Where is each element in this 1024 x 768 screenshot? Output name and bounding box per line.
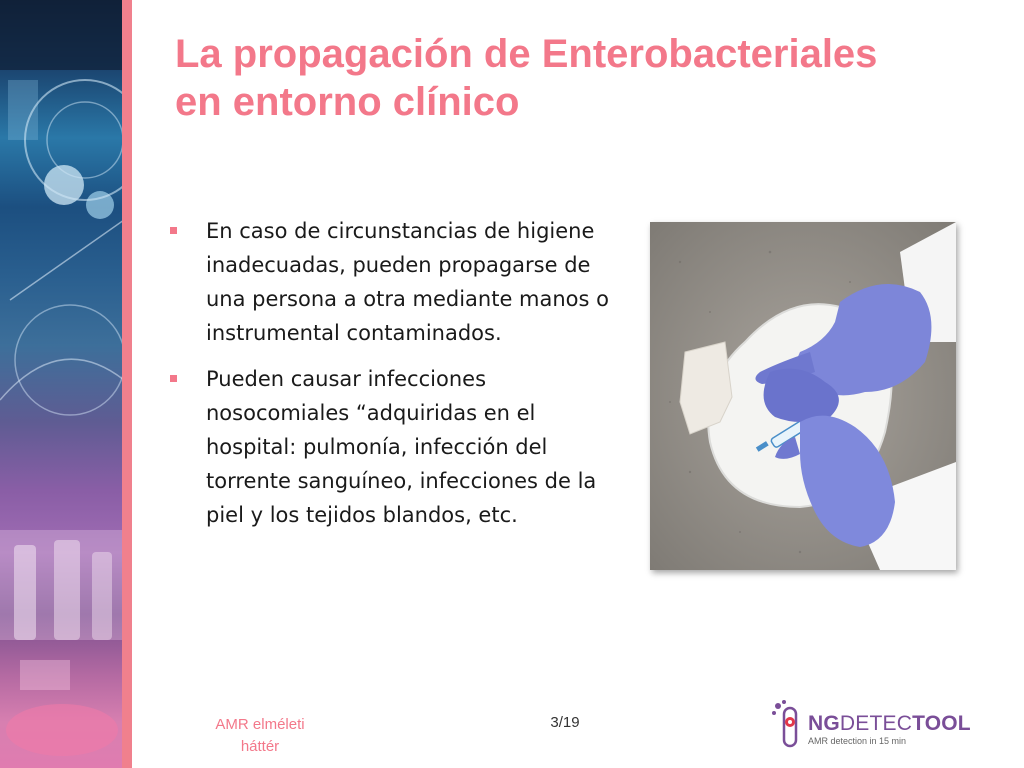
slide-title-line-1: La propagación de Enterobacteriales <box>175 32 878 76</box>
bullet-item <box>170 214 620 350</box>
bullet-text: Pueden causar infecciones nosocomiales “adquiridas en el hospital: pulmonía, infección del torrente sanguíneo, infecciones de la piel y los tejidos blandos, etc. <box>206 367 597 527</box>
page-number: 3/19 <box>550 714 580 731</box>
side-decorative-image <box>0 0 124 768</box>
square-bullet-icon <box>170 375 177 382</box>
logo-tool-text: TOOL <box>912 712 971 735</box>
slide-title <box>175 30 975 126</box>
logo-wordmark <box>808 712 971 736</box>
bullet-text: En caso de circunstancias de higiene inadecuadas, pueden propagarse de una persona a otra mediante manos o instrumental contaminados. <box>206 219 609 345</box>
logo-tagline: AMR detection in 15 min <box>808 736 907 746</box>
logo-detect-text: DETEC <box>839 712 913 735</box>
accent-vertical-bar <box>122 0 132 768</box>
lab-collage-graphic <box>0 0 124 768</box>
bullet-list <box>170 214 620 544</box>
gloved-hands-photo <box>650 222 956 570</box>
square-bullet-icon <box>170 227 177 234</box>
logo-ng-text: NG <box>808 712 840 735</box>
ngdetectool-logo <box>770 698 970 754</box>
slide-title-line-2: en entorno clínico <box>175 80 520 124</box>
footer-section-label: AMR elméleti háttér <box>215 716 305 755</box>
test-tube-logo-icon <box>770 698 808 754</box>
bullet-item <box>170 362 620 532</box>
gloved-hands-illustration <box>650 222 956 570</box>
